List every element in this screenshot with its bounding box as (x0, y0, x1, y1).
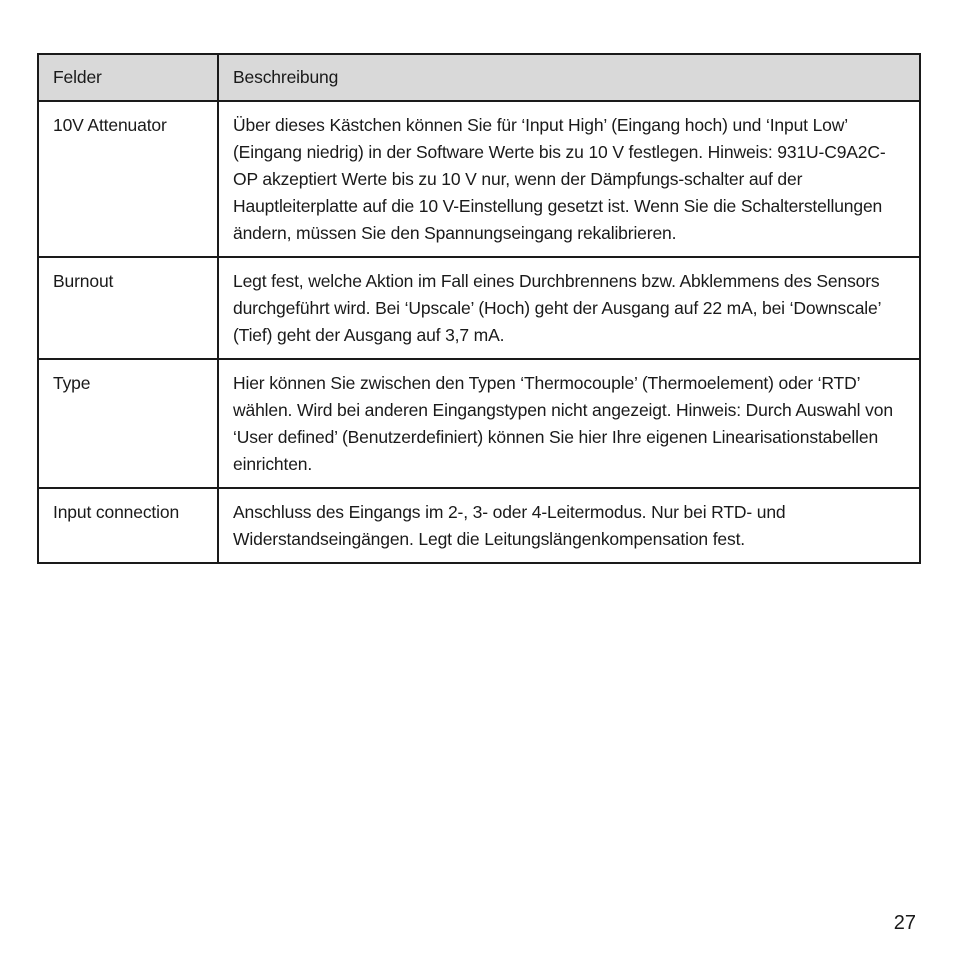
field-description: Über dieses Kästchen können Sie für ‘Input High’ (Eingang hoch) und ‘Input Low’ (Eingang niedrig) in der Software Werte bis zu 10 V festlegen. Hinweis: 931U-C9A2C-OP akzeptiert Werte bis zu 10 V nur, wenn der Dämpfungs-schalter auf der Hauptleiterplatte auf die 10 V-Einstellung gesetzt ist. Wenn Sie die Schalterstellungen ändern, müssen Sie den Spannungseingang rekalibrieren. (233, 115, 886, 243)
field-cell (38, 257, 218, 359)
header-beschreibung-label: Beschreibung (233, 67, 339, 87)
table-row (38, 257, 920, 359)
description-cell (218, 101, 920, 257)
field-name: Burnout (53, 271, 114, 291)
field-name: Type (53, 373, 91, 393)
description-cell (218, 359, 920, 488)
table-row (38, 488, 920, 563)
table-row (38, 359, 920, 488)
table-row (38, 101, 920, 257)
field-description: Hier können Sie zwischen den Typen ‘Thermocouple’ (Thermoelement) oder ‘RTD’ wählen. Wird bei anderen Eingangstypen nicht angezeigt. Hinweis: Durch Auswahl von ‘User defined’ (Benutzerdefiniert) können Sie hier Ihre eigenen Linearisationstabellen einrichten. (233, 373, 893, 474)
field-description: Legt fest, welche Aktion im Fall eines Durchbrennens bzw. Abklemmens des Sensors durchgeführt wird. Bei ‘Upscale’ (Hoch) geht der Ausgang auf 22 mA, bei ‘Downscale’ (Tief) geht der Ausgang auf 3,7 mA. (233, 271, 881, 345)
table-header-row (38, 54, 920, 101)
fields-table (37, 53, 921, 564)
header-beschreibung (218, 54, 920, 101)
page-number: 27 (893, 912, 916, 934)
field-cell (38, 101, 218, 257)
field-cell (38, 488, 218, 563)
header-felder-label: Felder (53, 67, 102, 87)
description-cell (218, 488, 920, 563)
field-name: 10V Attenuator (53, 115, 167, 135)
field-cell (38, 359, 218, 488)
field-description: Anschluss des Eingangs im 2-, 3- oder 4-Leitermodus. Nur bei RTD- und Widerstandseingängen. Legt die Leitungslängenkompensation fest. (233, 502, 786, 549)
header-felder (38, 54, 218, 101)
field-name: Input connection (53, 502, 180, 522)
description-cell (218, 257, 920, 359)
